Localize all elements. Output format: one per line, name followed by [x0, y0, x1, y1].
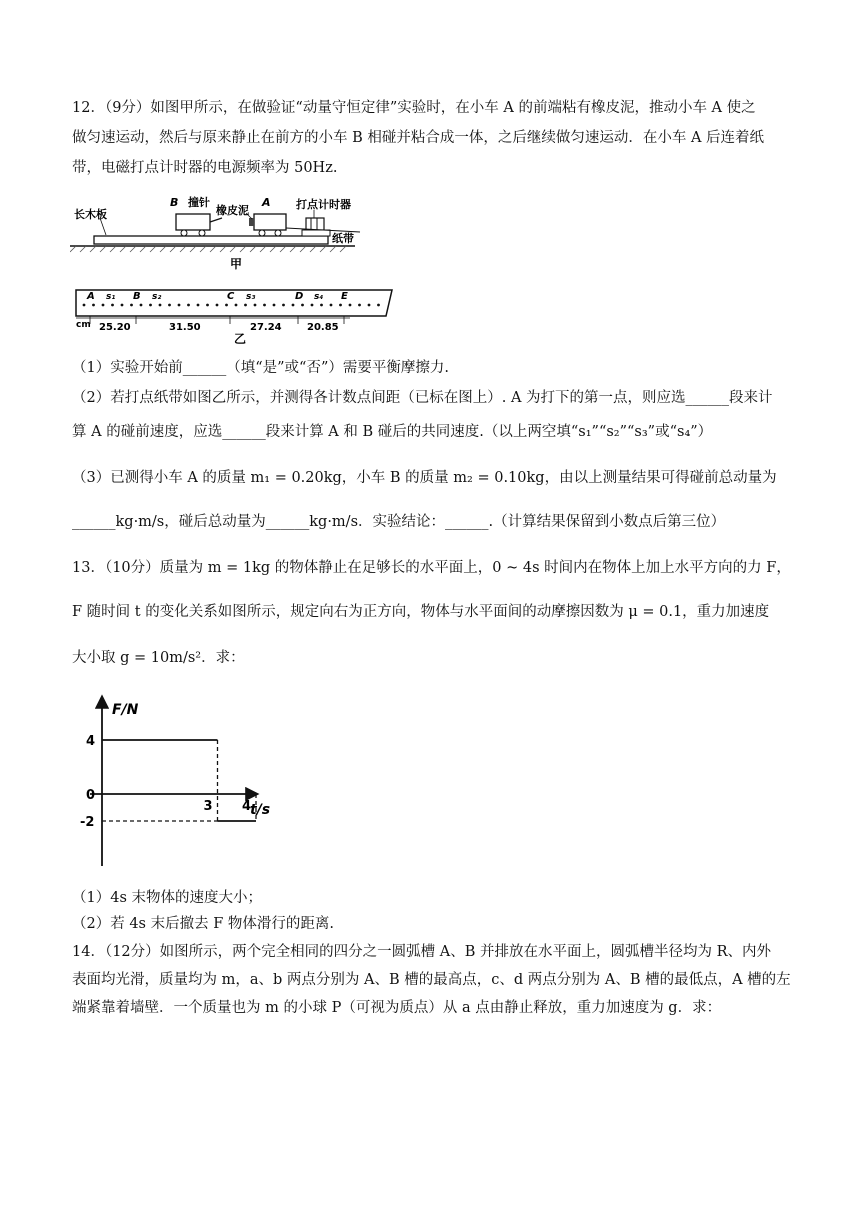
car-b	[176, 214, 222, 236]
tape-dot	[301, 304, 304, 307]
tape-dot	[168, 304, 171, 307]
q13-sub2: （2）若 4s 末后撤去 F 物体滑行的距离.	[72, 916, 334, 932]
tape-dot	[178, 304, 181, 307]
tape-dot	[282, 304, 285, 307]
figure-yi-tape	[70, 286, 400, 346]
tape-dot	[311, 304, 314, 307]
tape-dot	[159, 304, 162, 307]
tape-dot	[358, 304, 361, 307]
tape-dot	[320, 304, 323, 307]
tape-dot	[263, 304, 266, 307]
tape-dot	[292, 304, 295, 307]
label-car-b: B	[170, 196, 179, 209]
tape-distance: 27.24	[250, 322, 282, 333]
q12-sub3-line-1: （3）已测得小车 A 的质量 m₁ = 0.20kg，小车 B 的质量 m₂ = 0.10kg，由以上测量结果可得碰前总动量为	[72, 470, 777, 486]
tape-dot	[225, 304, 228, 307]
tape-segment-label: s₂	[152, 292, 162, 302]
q13-stem-line-1: 13．（10分）质量为 m = 1kg 的物体静止在足够长的水平面上，0 ~ 4s 时间内在物体上加上水平方向的力 F，	[72, 560, 791, 576]
tape-dot	[102, 304, 105, 307]
tape-segment-label: s₃	[246, 292, 256, 302]
figure-jia-apparatus	[70, 188, 370, 278]
tape-dot	[197, 304, 200, 307]
tape-dot	[111, 304, 114, 307]
y-tick-label: -2	[80, 815, 95, 830]
tape-distance: 20.85	[307, 322, 339, 333]
y-tick-label: 4	[86, 734, 96, 749]
tape-dot	[235, 304, 238, 307]
tape-dot	[130, 304, 133, 307]
tape-distance: 25.20	[99, 322, 131, 333]
q13-stem-line-2: F 随时间 t 的变化关系如图所示，规定向右为正方向，物体与水平面间的动摩擦因数为 μ = 0.1，重力加速度	[72, 604, 770, 620]
label-timer: 打点计时器	[296, 198, 351, 211]
q12-sub1: （1）实验开始前______（填“是”或“否”）需要平衡摩擦力.	[72, 360, 449, 376]
force-time-chart	[70, 692, 280, 872]
tape-point-B: B	[133, 291, 141, 302]
label-tape: 纸带	[332, 232, 354, 245]
tape-dot	[206, 304, 209, 307]
q14-stem-line-3: 端紧靠着墙壁．一个质量也为 m 的小球 P（可视为质点）从 a 点由静止释放，重力加速度为 g．求：	[72, 1000, 722, 1016]
tape-distance: 31.50	[169, 322, 201, 333]
caption-yi: 乙	[234, 332, 247, 346]
tape-segment-label: s₁	[106, 292, 116, 302]
tape-dot	[83, 304, 86, 307]
y-axis-label: F/N	[112, 702, 139, 718]
x-tick-label: 3	[203, 799, 213, 814]
q13-stem-line-3: 大小取 g = 10m/s²．求：	[72, 650, 245, 666]
q12-sub2-line-2: 算 A 的碰前速度，应选______段来计算 A 和 B 碰后的共同速度.（以上两空填“s₁”“s₂”“s₃”或“s₄”）	[72, 424, 713, 440]
tape-dot	[254, 304, 257, 307]
tape-dot	[273, 304, 276, 307]
timer-device	[302, 218, 330, 236]
tape-dot	[368, 304, 371, 307]
tape-dot	[339, 304, 342, 307]
tape-dot	[216, 304, 219, 307]
q13-sub1: （1）4s 末物体的速度大小；	[72, 890, 262, 906]
y-tick-label: 0	[86, 788, 96, 803]
tape-dot	[92, 304, 95, 307]
q12-stem-line-2: 做匀速运动，然后与原来静止在前方的小车 B 相碰并粘合成一体，之后继续做匀速运动．在小车 A 后连着纸	[72, 130, 765, 146]
tape-dot	[377, 304, 380, 307]
label-needle: 撞针	[188, 196, 210, 209]
tape-dot	[121, 304, 124, 307]
tape-point-C: C	[227, 291, 235, 302]
car-a	[249, 214, 286, 236]
label-car-a: A	[262, 196, 271, 209]
q14-stem-line-2: 表面均光滑，质量均为 m，a、b 两点分别为 A、B 槽的最高点，c、d 两点分别为 A、B 槽的最低点，A 槽的左	[72, 972, 791, 988]
tape-segment-label: s₄	[314, 292, 324, 302]
q14-stem-line-1: 14．（12分）如图所示，两个完全相同的四分之一圆弧槽 A、B 并排放在水平面上，圆弧槽半径均为 R、内外	[72, 944, 772, 960]
long-board	[94, 236, 328, 244]
tape-dot	[244, 304, 247, 307]
tape-dot	[330, 304, 333, 307]
tape-dot	[187, 304, 190, 307]
tape-point-A: A	[87, 291, 95, 302]
tape-dot	[149, 304, 152, 307]
caption-jia: 甲	[230, 257, 243, 271]
tape-point-D: D	[295, 291, 304, 302]
label-long-board: 长木板	[74, 208, 107, 221]
tape-dot	[349, 304, 352, 307]
q12-stem-line-3: 带，电磁打点计时器的电源频率为 50Hz.	[72, 160, 338, 176]
x-axis-label: t/s	[250, 802, 271, 818]
label-putty: 橡皮泥	[216, 204, 249, 217]
q12-sub3-line-2: ______kg·m/s，碰后总动量为______kg·m/s．实验结论：______.（计算结果保留到小数点后第三位）	[72, 514, 726, 530]
x-tick-label: 4	[242, 799, 252, 814]
q12-sub2-line-1: （2）若打点纸带如图乙所示，并测得各计数点间距（已标在图上）. A 为打下的第一点，则应选______段来计	[72, 390, 773, 406]
tape-unit: cm	[76, 320, 91, 330]
q12-stem-line-1: 12．（9分）如图甲所示，在做验证“动量守恒定律”实验时，在小车 A 的前端粘有橡皮泥，推动小车 A 使之	[72, 100, 756, 116]
tape-dot	[140, 304, 143, 307]
tape-point-E: E	[341, 291, 348, 302]
